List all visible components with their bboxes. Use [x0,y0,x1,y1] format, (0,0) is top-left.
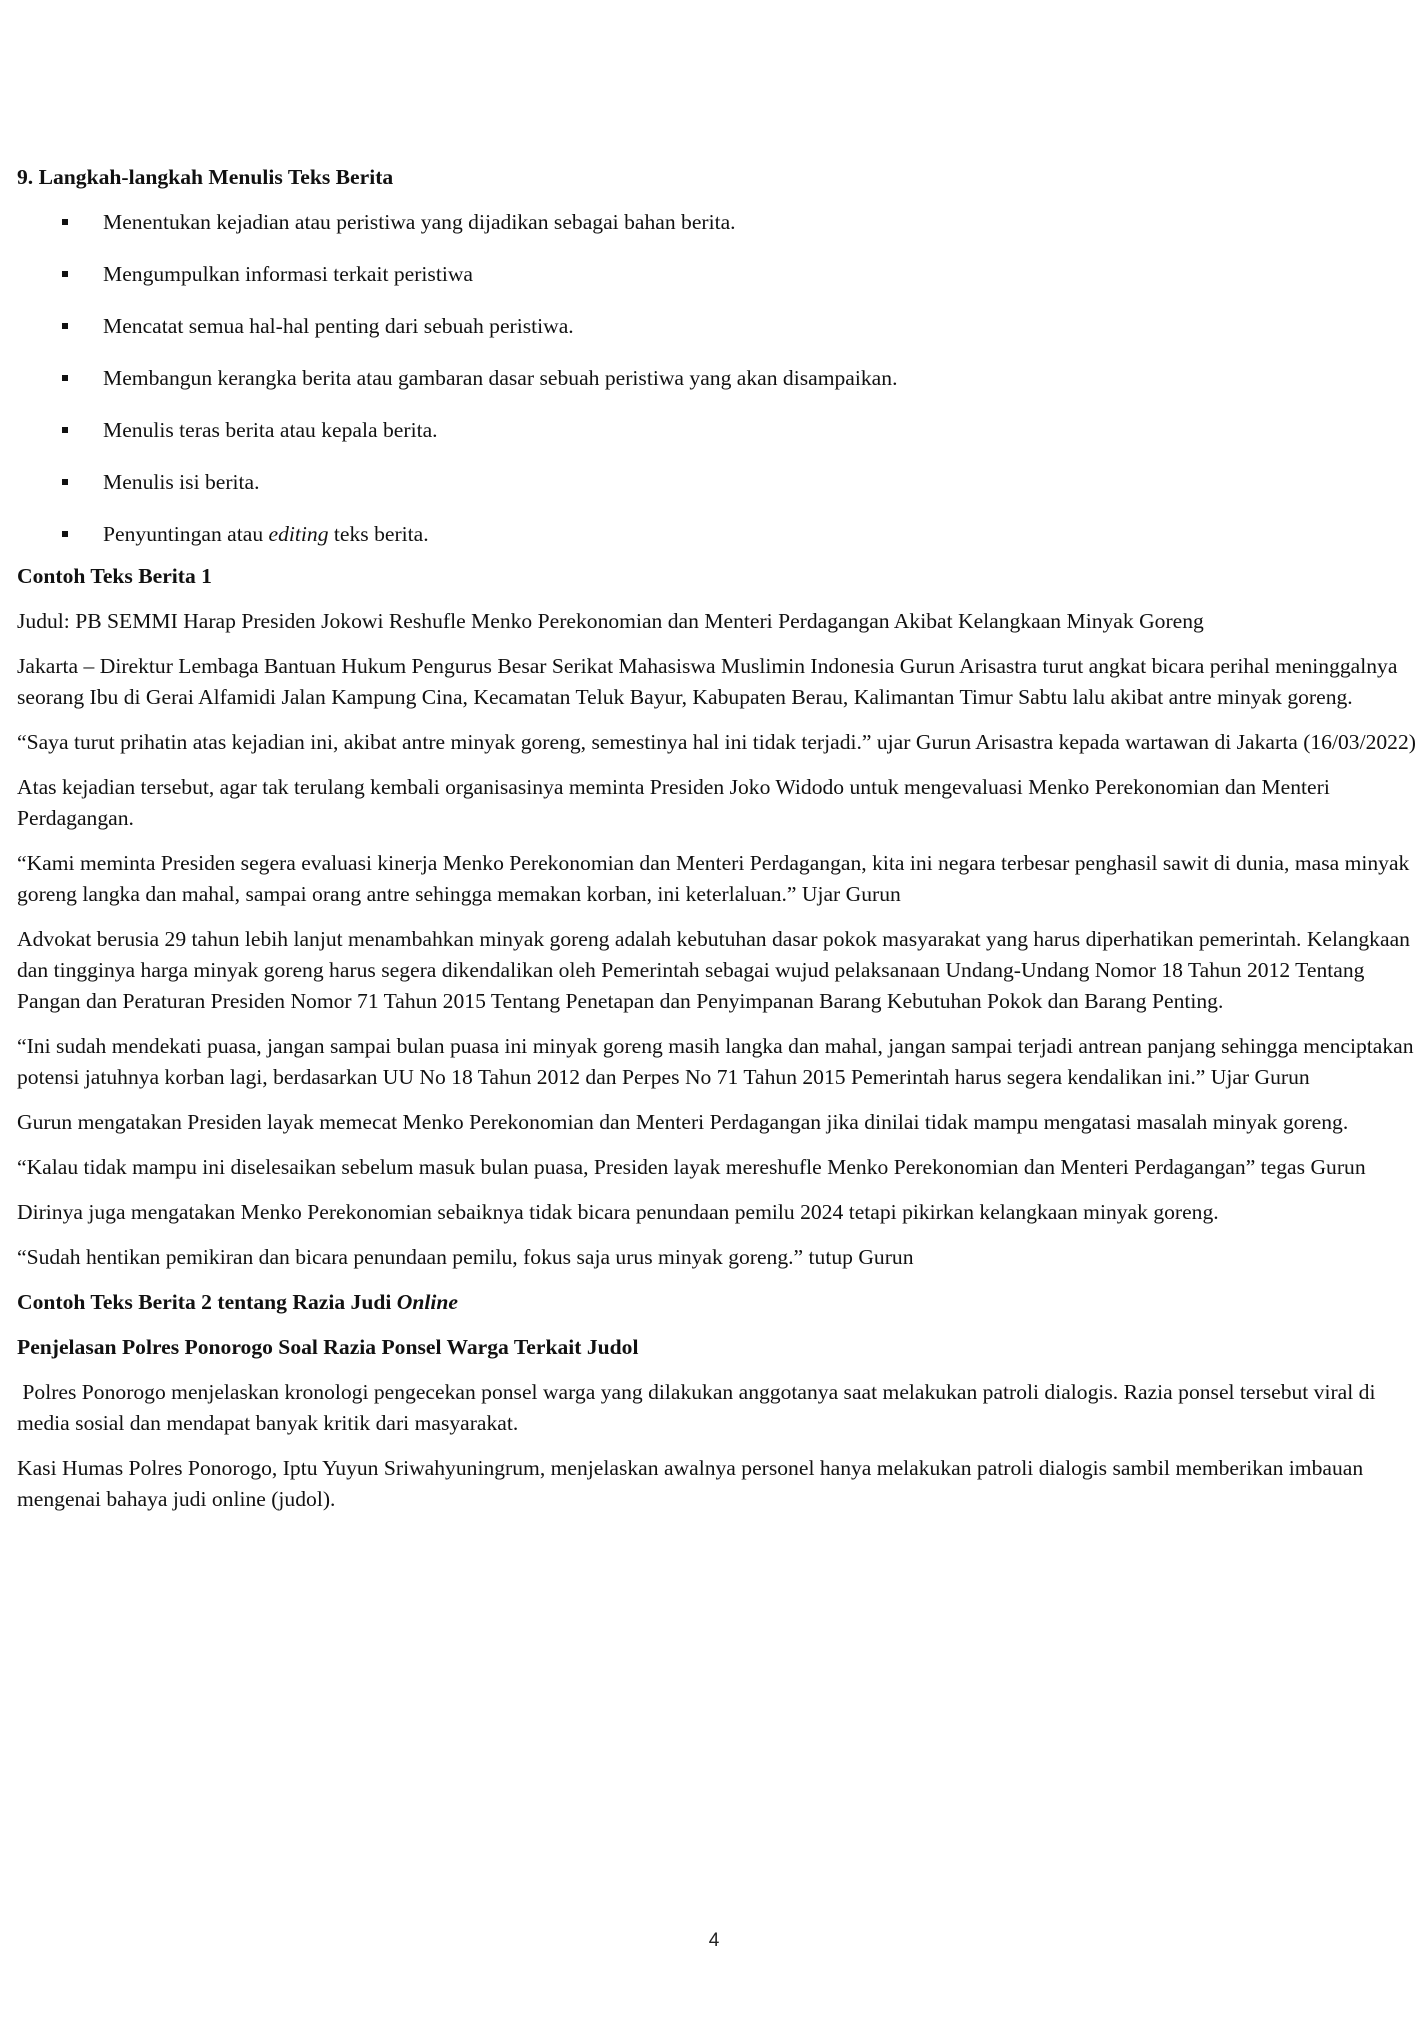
section-heading: 9. Langkah-langkah Menulis Teks Berita [17,165,394,189]
list-item: Mencatat semua hal-hal penting dari sebuah peristiwa. [17,311,1417,342]
list-item: Menulis teras berita atau kepala berita. [17,415,1417,446]
news-paragraph: “Saya turut prihatin atas kejadian ini, akibat antre minyak goreng, semestinya hal ini tidak terjadi.” ujar Gurun Arisastra kepada wartawan di Jakarta (16/03/2022) [17,730,1416,754]
example2-heading-italic: Online [396,1290,458,1314]
news-paragraph: “Ini sudah mendekati puasa, jangan sampai bulan puasa ini minyak goreng masih langka dan mahal, jangan sampai terjadi antrean panjang sehingga menciptakan potensi jatuhnya korban lagi, berdasarkan UU No 18 Tahun 2012 dan Perpes No 71 Tahun 2015 Pemerintah harus segera kendalikan ini.” Ujar Gurun [17,1034,1414,1089]
step-italic-term: editing [268,522,329,546]
news-paragraph: Dirinya juga mengatakan Menko Perekonomian sebaiknya tidak bicara penundaan pemilu 2024 tetapi pikirkan kelangkaan minyak goreng. [17,1200,1219,1224]
example2-heading [17,1287,1417,1318]
news-paragraph: Advokat berusia 29 tahun lebih lanjut menambahkan minyak goreng adalah kebutuhan dasar pokok masyarakat yang harus diperhatikan pemerintah. Kelangkaan dan tingginya harga minyak goreng harus segera dikendalikan oleh Pemerintah sebagai wujud pelaksanaan Undang-Undang Nomor 18 Tahun 2012 Tentang Pangan dan Peraturan Presiden Nomor 71 Tahun 2015 Tentang Penetapan dan Penyimpanan Barang Kebutuhan Pokok dan Barang Penting. [17,927,1410,1013]
step-text: teks berita. [328,522,429,546]
list-item-editing [17,519,1417,550]
news-paragraph: Jakarta – Direktur Lembaga Bantuan Hukum Pengurus Besar Serikat Mahasiswa Muslimin Indonesia Gurun Arisastra turut angkat bicara perihal meninggalnya seorang Ibu di Gerai Alfamidi Jalan Kampung Cina, Kecamatan Teluk Bayur, Kabupaten Berau, Kalimantan Timur Sabtu lalu akibat antre minyak goreng. [17,654,1398,709]
news-paragraph: “Sudah hentikan pemikiran dan bicara penundaan pemilu, fokus saja urus minyak goreng.” tutup Gurun [17,1245,914,1269]
news-paragraph: Kasi Humas Polres Ponorogo, Iptu Yuyun Sriwahyuningrum, menjelaskan awalnya personel hanya melakukan patroli dialogis sambil memberikan imbauan mengenai bahaya judi online (judol). [17,1456,1364,1511]
page-number: 4 [708,1930,720,1951]
example2-heading-text: Contoh Teks Berita 2 tentang Razia Judi [17,1290,397,1314]
list-item: Membangun kerangka berita atau gambaran dasar sebuah peristiwa yang akan disampaikan. [17,363,1417,394]
news-paragraph: Polres Ponorogo menjelaskan kronologi pengecekan ponsel warga yang dilakukan anggotanya saat melakukan patroli dialogis. Razia ponsel tersebut viral di media sosial dan mendapat banyak kritik dari masyarakat. [17,1380,1381,1435]
news-paragraph: “Kalau tidak mampu ini diselesaikan sebelum masuk bulan puasa, Presiden layak mereshufle Menko Perekonomian dan Menteri Perdagangan” tegas Gurun [17,1155,1366,1179]
example2-title: Penjelasan Polres Ponorogo Soal Razia Ponsel Warga Terkait Judol [17,1335,639,1359]
steps-list [17,207,1417,550]
step-text: Penyuntingan atau [103,522,269,546]
list-item: Menentukan kejadian atau peristiwa yang dijadikan sebagai bahan berita. [17,207,1417,238]
news-paragraph: Gurun mengatakan Presiden layak memecat Menko Perekonomian dan Menteri Perdagangan jika dinilai tidak mampu mengatasi masalah minyak goreng. [17,1110,1349,1134]
list-item: Mengumpulkan informasi terkait peristiwa [17,259,1417,290]
example1-heading: Contoh Teks Berita 1 [17,564,212,588]
news-title-paragraph: Judul: PB SEMMI Harap Presiden Jokowi Reshufle Menko Perekonomian dan Menteri Perdagangan Akibat Kelangkaan Minyak Goreng [17,609,1204,633]
list-item: Menulis isi berita. [17,467,1417,498]
news-paragraph: “Kami meminta Presiden segera evaluasi kinerja Menko Perekonomian dan Menteri Perdagangan, kita ini negara terbesar penghasil sawit di dunia, masa minyak goreng langka dan mahal, sampai orang antre sehingga memakan korban, ini keterlaluan.” Ujar Gurun [17,851,1410,906]
document-page [17,162,1417,1529]
news-paragraph: Atas kejadian tersebut, agar tak terulang kembali organisasinya meminta Presiden Joko Widodo untuk mengevaluasi Menko Perekonomian dan Menteri Perdagangan. [17,775,1330,830]
